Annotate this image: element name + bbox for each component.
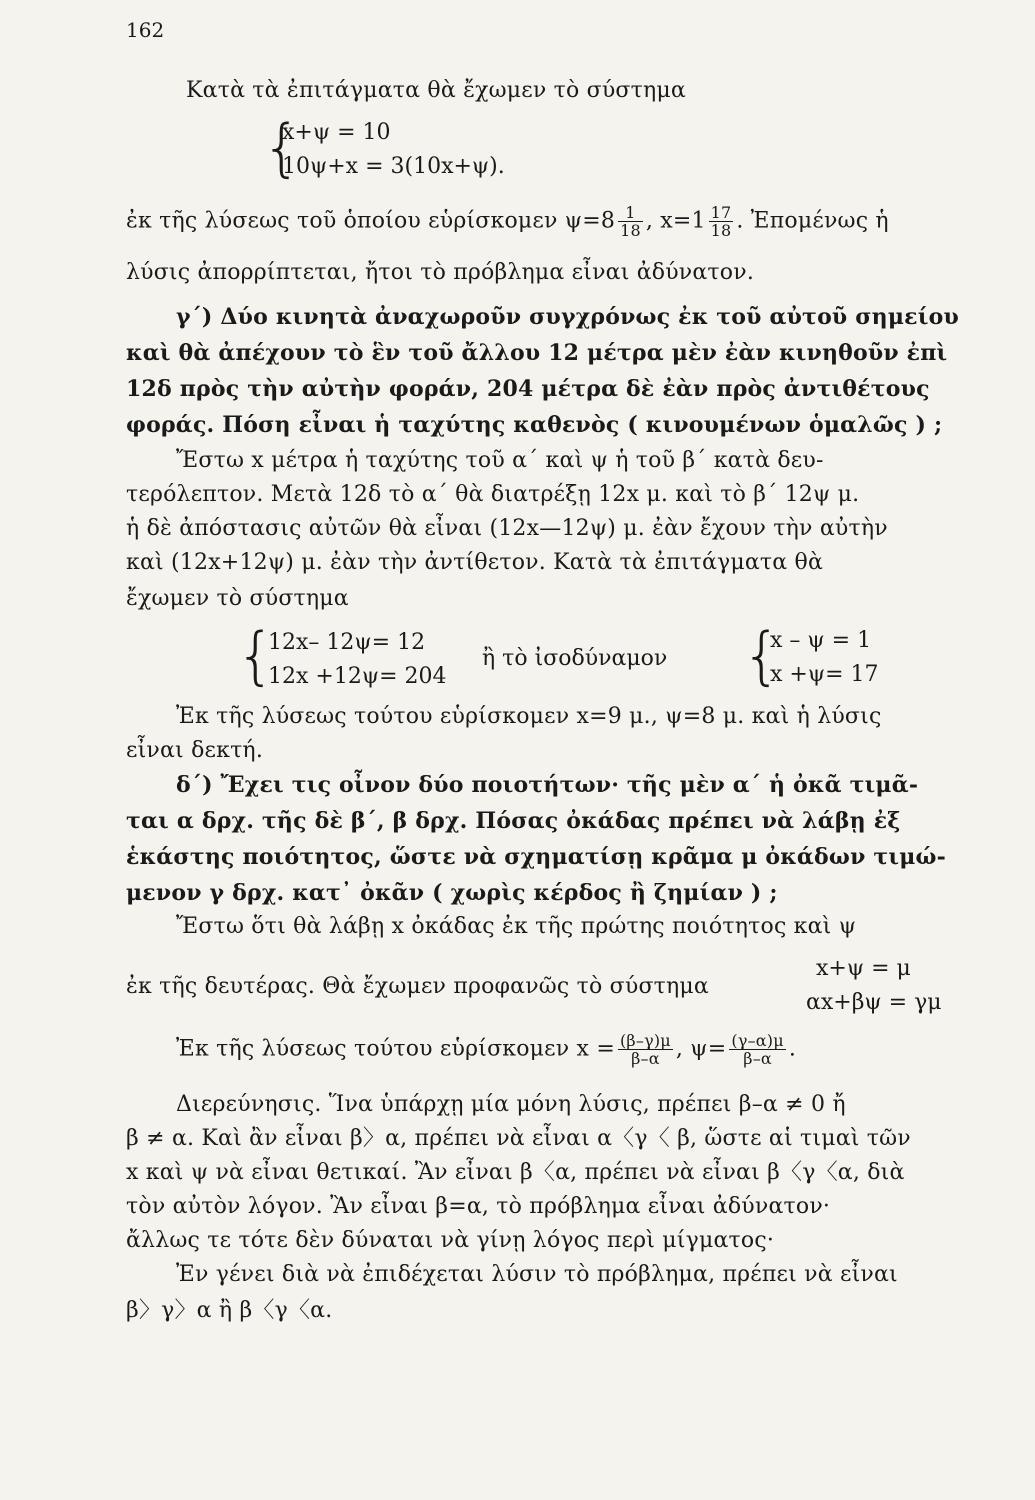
text-segment: . bbox=[788, 1036, 797, 1062]
text-line: Ἐκ τῆς λύσεως τούτου εὑρίσκομεν x=9 μ., ψ=8 μ. καὶ ἡ λύσις bbox=[176, 704, 882, 729]
equation: αx+βψ = γμ bbox=[806, 990, 942, 1015]
numerator: (γ–α)μ bbox=[731, 1031, 784, 1050]
text-segment: , x=1 bbox=[645, 208, 706, 234]
text-segment: . Ἐπομένως ἡ bbox=[736, 208, 889, 234]
problem-label: γ΄) bbox=[176, 304, 213, 330]
text-line: ἔχωμεν τὸ σύστημα bbox=[126, 586, 349, 611]
left-brace: { bbox=[262, 111, 302, 184]
text-line: β〉γ〉α ἢ β〈γ〈α. bbox=[126, 1298, 333, 1323]
text-segment: ἢ τὸ ἰσοδύναμον bbox=[482, 646, 668, 671]
problem-statement-line: καὶ θὰ ἀπέχουν τὸ ἓν τοῦ ἄλλου 12 μέτρα μὲν ἐὰν κινηθοῦν ἐπὶ bbox=[126, 340, 948, 366]
problem-statement-line: ἑκάστης ποιότητος, ὥστε νὰ σχηματίσῃ κρᾶμα μ ὀκάδων τιμώ- bbox=[126, 844, 947, 870]
fraction bbox=[618, 204, 643, 239]
text-line: Ἔστω ὅτι θὰ λάβῃ x ὀκάδας ἐκ τῆς πρώτης ποιότητος καὶ ψ bbox=[176, 914, 857, 939]
text-line: Ἔστω x μέτρα ἡ ταχύτης τοῦ α΄ καὶ ψ ἡ τοῦ β΄ κατὰ δευ- bbox=[176, 448, 824, 473]
text-segment: ἐκ τῆς λύσεως τοῦ ὁποίου εὑρίσκομεν ψ=8 bbox=[126, 208, 616, 234]
text-line: Κατὰ τὰ ἐπιτάγματα θὰ ἔχωμεν τὸ σύστημα bbox=[186, 78, 686, 103]
problem-label: δ΄) bbox=[176, 772, 213, 798]
equation: 12x +12ψ= 204 bbox=[268, 664, 447, 689]
text-line: λύσις ἀπορρίπτεται, ἤτοι τὸ πρόβλημα εἶναι ἀδύνατον. bbox=[126, 260, 755, 285]
numerator: (β–γ)μ bbox=[619, 1031, 671, 1050]
denominator: β–α bbox=[743, 1049, 772, 1068]
equation: x – ψ = 1 bbox=[770, 628, 872, 653]
fraction bbox=[618, 1032, 673, 1067]
text-line-with-fractions bbox=[176, 1032, 796, 1067]
text-line: Ἐν γένει διὰ νὰ ἐπιδέχεται λύσιν τὸ πρόβλημα, πρέπει νὰ εἶναι bbox=[176, 1262, 898, 1287]
numerator: 17 bbox=[710, 203, 732, 222]
fraction bbox=[709, 204, 734, 239]
denominator: 18 bbox=[620, 221, 641, 240]
text-segment: Δύο κινητὰ ἀναχωροῦν συγχρόνως ἐκ τοῦ αὐτοῦ σημείου bbox=[220, 304, 959, 330]
page-number: 162 bbox=[126, 18, 165, 42]
text-line: ἡ δὲ ἀπόστασις αὐτῶν θὰ εἶναι (12x—12ψ) μ. ἐὰν ἔχουν τὴν αὐτὴν bbox=[126, 516, 888, 541]
text-line: β ≠ α. Καὶ ἂν εἶναι β〉α, πρέπει νὰ εἶναι α〈γ〈 β, ὥστε αἱ τιμαὶ τῶν bbox=[126, 1126, 911, 1151]
problem-statement-line: 12δ πρὸς τὴν αὐτὴν φοράν, 204 μέτρα δὲ ἐὰν πρὸς ἀντιθέτους bbox=[126, 376, 930, 402]
problem-statement-line bbox=[176, 302, 959, 332]
text-line: ἐκ τῆς δευτέρας. Θὰ ἔχωμεν προφανῶς τὸ σύστημα bbox=[126, 974, 709, 999]
equation: x +ψ= 17 bbox=[770, 662, 879, 687]
denominator: 18 bbox=[710, 221, 732, 240]
text-line: καὶ (12x+12ψ) μ. ἐὰν τὴν ἀντίθετον. Κατὰ τὰ ἐπιτάγματα θὰ bbox=[126, 550, 824, 575]
text-line: Διερεύνησις. Ἵνα ὑπάρχῃ μία μόνη λύσις, πρέπει β–α ≠ 0 ἤ bbox=[176, 1092, 846, 1117]
fraction bbox=[729, 1032, 785, 1067]
equation: x+ψ = μ bbox=[816, 956, 911, 981]
problem-statement-line: μενον γ δρχ. κατ᾽ ὀκᾶν ( χωρὶς κέρδος ἢ ζημίαν ) ; bbox=[126, 880, 778, 906]
text-segment: , ψ= bbox=[675, 1036, 727, 1062]
problem-statement-line: φοράς. Πόση εἶναι ἡ ταχύτης καθενὸς ( κινουμένων ὁμαλῶς ) ; bbox=[126, 412, 943, 438]
text-line: τερόλεπτον. Μετὰ 12δ τὸ α΄ θὰ διατρέξῃ 12x μ. καὶ τὸ β΄ 12ψ μ. bbox=[126, 482, 860, 507]
text-line: x καὶ ψ νὰ εἶναι θετικαί. Ἂν εἶναι β〈α, πρέπει νὰ εἶναι β〈γ〈α, διὰ bbox=[126, 1160, 905, 1185]
problem-statement-line bbox=[176, 770, 918, 800]
equation: 12x– 12ψ= 12 bbox=[268, 630, 426, 655]
equation: 10ψ+x = 3(10x+ψ). bbox=[282, 154, 505, 179]
equation: x+ψ = 10 bbox=[282, 120, 391, 145]
text-line-with-fractions bbox=[126, 204, 889, 239]
denominator: β–α bbox=[631, 1049, 660, 1068]
text-line: τὸν αὐτὸν λόγον. Ἂν εἶναι β=α, τὸ πρόβλημα εἶναι ἀδύνατον· bbox=[126, 1194, 831, 1219]
text-segment: Ἐκ τῆς λύσεως τούτου εὑρίσκομεν x = bbox=[176, 1036, 615, 1062]
text-line: εἶναι δεκτή. bbox=[126, 738, 264, 763]
left-brace: { bbox=[236, 619, 276, 692]
text-segment: Ἔχει τις οἶνον δύο ποιοτήτων· τῆς μὲν α΄ ἡ ὀκᾶ τιμᾶ- bbox=[220, 772, 919, 798]
numerator: 1 bbox=[618, 204, 643, 222]
problem-statement-line: ται α δρχ. τῆς δὲ β΄, β δρχ. Πόσας ὀκάδας πρέπει νὰ λάβῃ ἐξ bbox=[126, 808, 901, 834]
text-line: ἄλλως τε τότε δὲν δύναται νὰ γίνῃ λόγος περὶ μίγματος· bbox=[126, 1228, 775, 1253]
left-brace: { bbox=[742, 619, 782, 692]
